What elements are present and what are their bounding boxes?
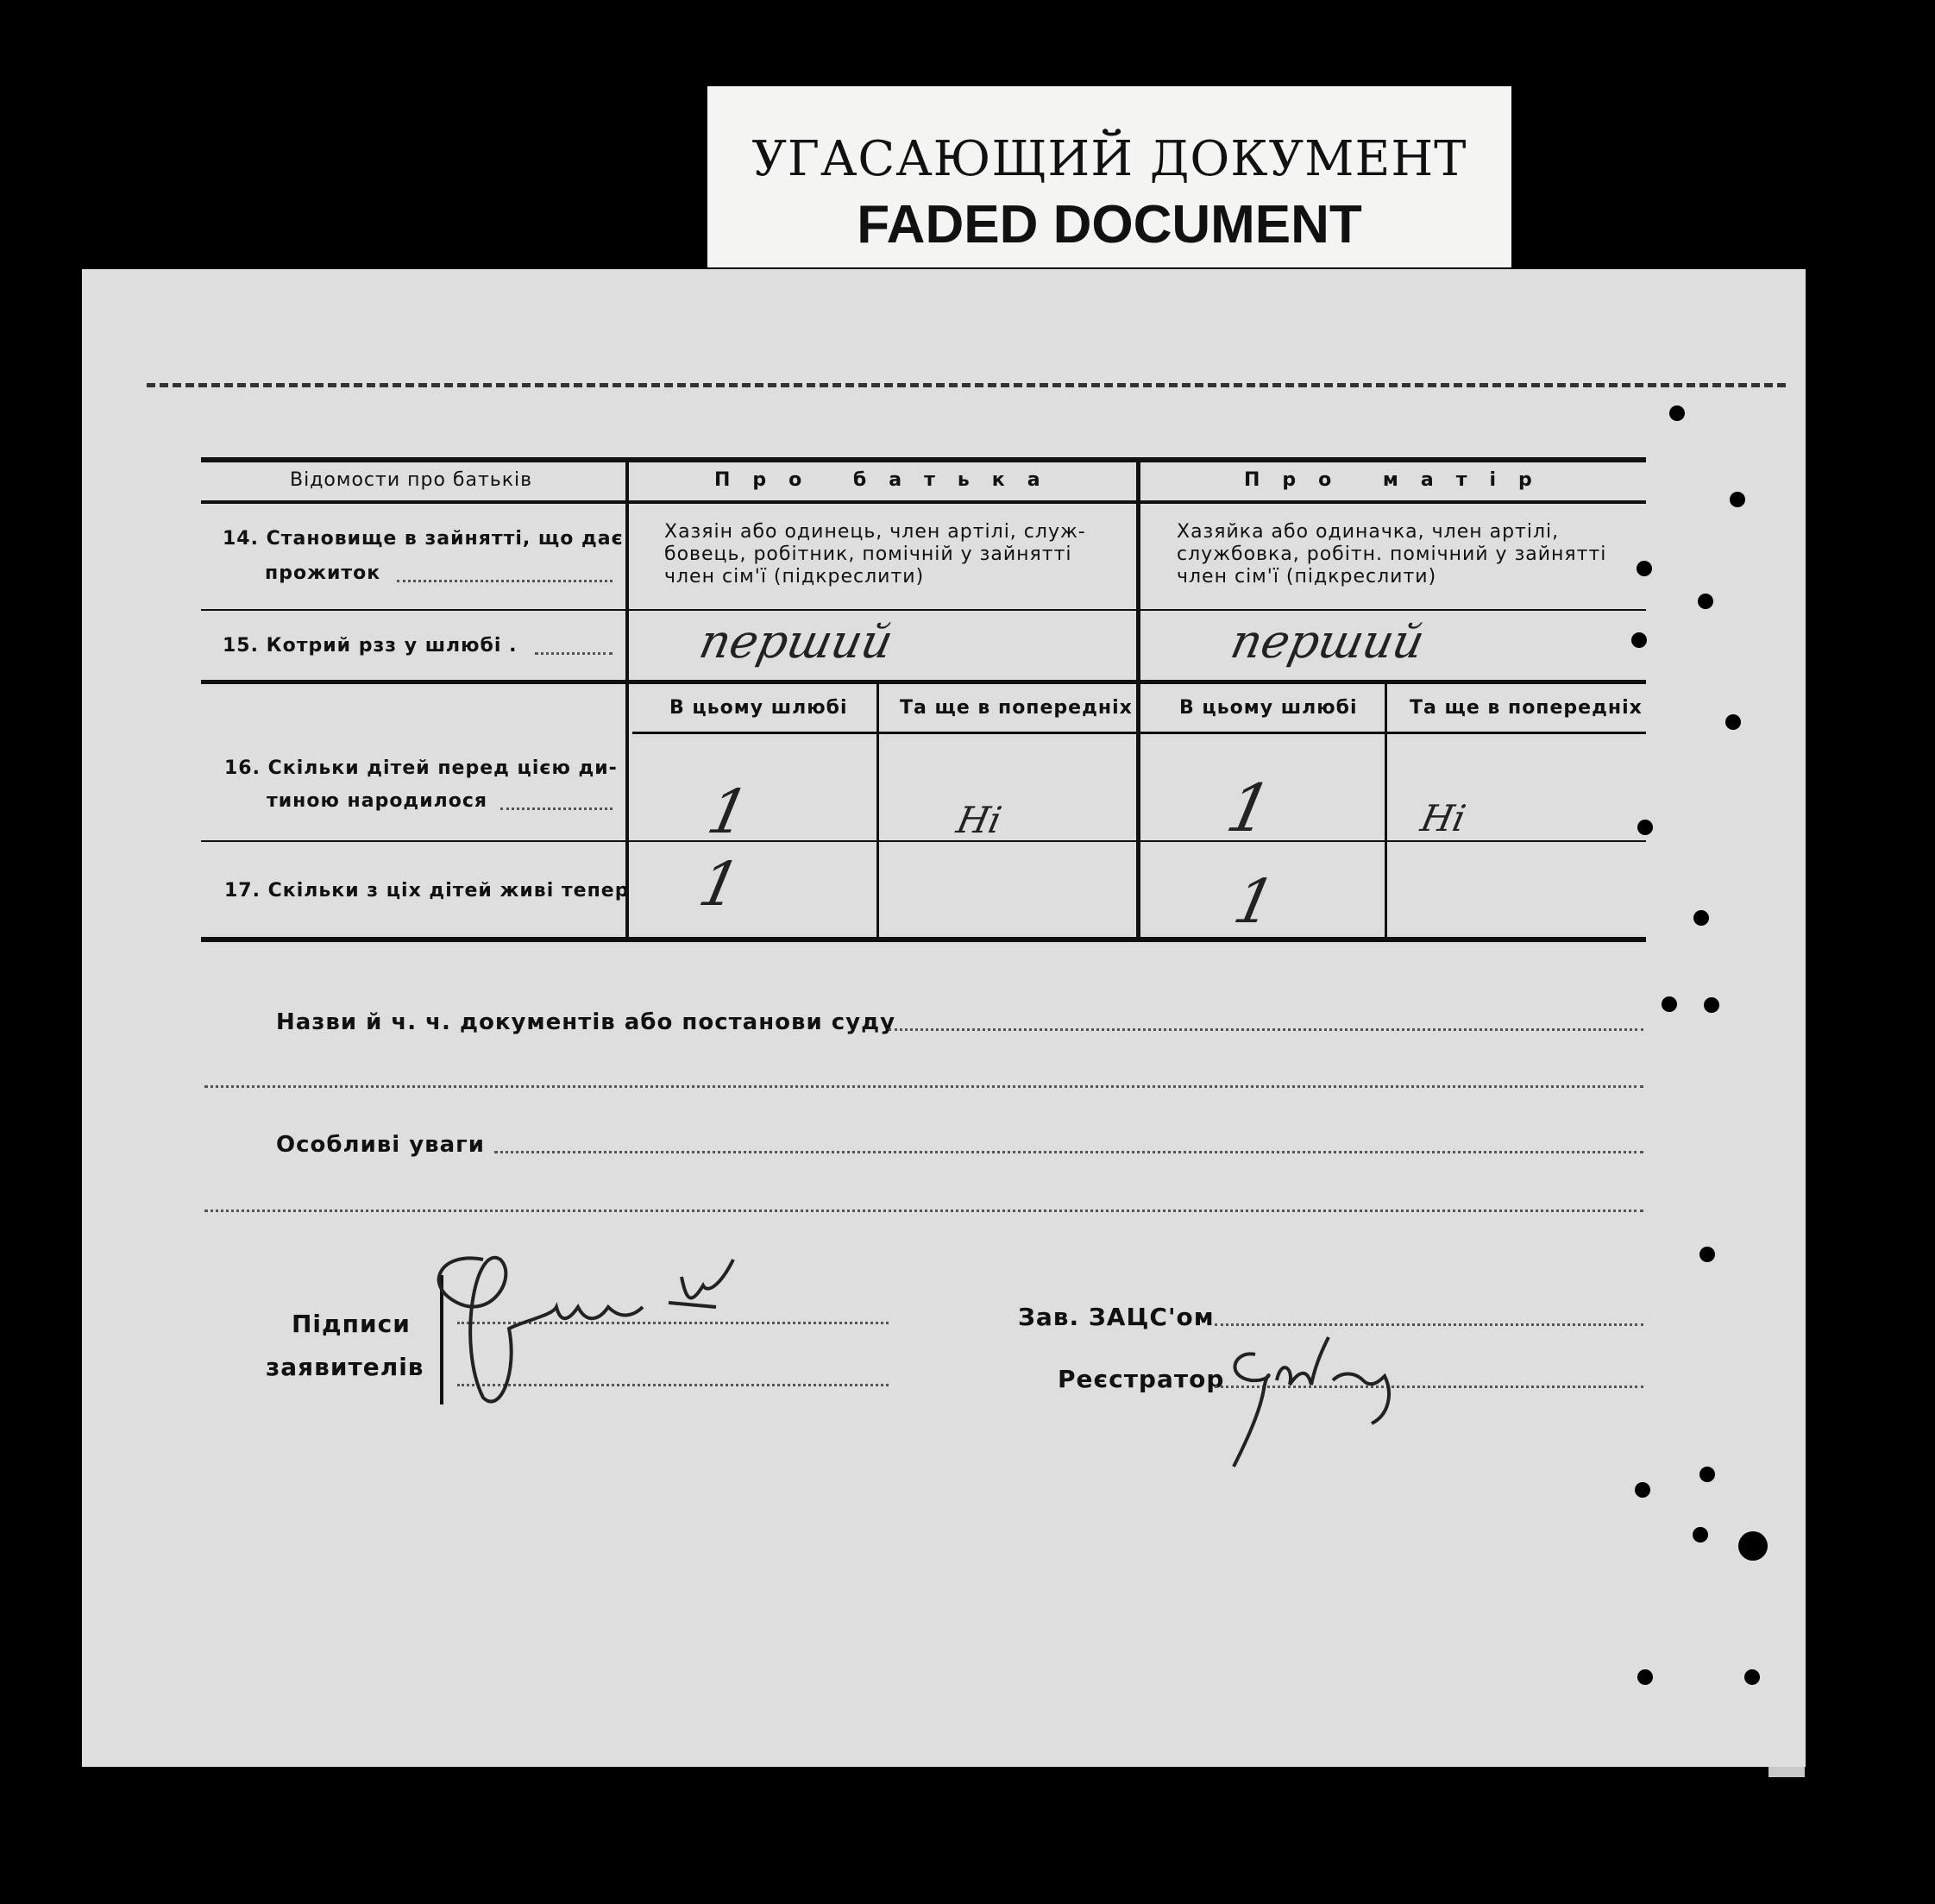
- documents-line-1: [889, 1028, 1643, 1031]
- tag-line-ru: УГАСАЮЩИЙ ДОКУМЕНТ: [751, 131, 1467, 187]
- head-of-registry-label: Зав. ЗАЦС'ом: [1018, 1303, 1215, 1331]
- table-bottom-rule: [201, 937, 1646, 942]
- header-about-mother: Про матір: [1244, 469, 1555, 491]
- registrar-label: Реєстратор: [1058, 1365, 1225, 1393]
- row15-leader: [535, 652, 613, 655]
- punch-hole: [1662, 996, 1677, 1012]
- row17-label: 17. Скільки з ціх дітей живі тепер: [224, 880, 630, 902]
- notes-line-2: [204, 1210, 1643, 1212]
- row16-label-cont: тиною народилося: [267, 790, 488, 812]
- tag-line-en: FADED DOCUMENT: [857, 195, 1362, 254]
- punch-hole: [1635, 1482, 1650, 1498]
- row14-mother-line1: Хазяйка або одиначка, член артілі,: [1177, 521, 1560, 543]
- notes-label: Особливі уваги: [276, 1132, 485, 1158]
- subheader-this-marriage-mother: В цьому шлюбі: [1179, 697, 1358, 719]
- punch-hole: [1730, 492, 1745, 507]
- row14-father-line3: член сім'ї (підкреслити): [664, 566, 925, 588]
- applicant-signature: [405, 1225, 889, 1423]
- subheader-previous-mother: Та ще в попередніх: [1410, 697, 1643, 719]
- punch-hole: [1693, 910, 1709, 926]
- punch-hole: [1744, 1669, 1760, 1685]
- punch-hole: [1631, 632, 1647, 648]
- row16-mother-this: 1: [1220, 770, 1278, 846]
- row14-father-line1: Хазяін або одинець, член артілі, служ-: [664, 521, 1086, 543]
- row14-mother-line2: службовка, робітн. помічний у зайнятті: [1177, 544, 1607, 565]
- punch-hole: [1699, 1247, 1715, 1262]
- table-header-rule: [201, 500, 1646, 504]
- row14-rule: [201, 609, 1646, 611]
- row14-mother-line3: член сім'ї (підкреслити): [1177, 566, 1437, 588]
- row15-mother-value: перший: [1226, 614, 1429, 669]
- row14-leader: [397, 580, 613, 582]
- row14-father-line2: бовець, робітник, помічній у зайнятті: [664, 544, 1072, 565]
- documents-line-2: [204, 1085, 1643, 1088]
- punch-hole: [1637, 1669, 1653, 1685]
- row14-label: 14. Становище в зайнятті, що дає: [223, 528, 624, 550]
- row16-father-this: 1: [701, 776, 756, 847]
- col-divider-4: [1385, 684, 1387, 939]
- punch-hole: [1637, 561, 1652, 576]
- row16-rule: [201, 840, 1646, 842]
- header-about-father: Про батька: [714, 469, 1063, 491]
- col-divider-2: [1136, 462, 1140, 939]
- documents-label: Назви й ч. ч. документів або постанови суду: [276, 1009, 896, 1035]
- faded-document-tag: [707, 86, 1511, 267]
- header-parents-info: Відомости про батьків: [290, 469, 533, 491]
- row16-label: 16. Скільки дітей перед цією ди-: [224, 757, 618, 779]
- col-divider-1: [625, 462, 629, 939]
- punch-hole: [1704, 997, 1719, 1013]
- table-top-rule: [201, 457, 1646, 462]
- punch-hole: [1693, 1527, 1708, 1543]
- registrar-signature: [1216, 1329, 1441, 1475]
- perforation-line: [147, 383, 1786, 387]
- row17-mother-this: 1: [1228, 866, 1282, 937]
- row15-rule: [201, 680, 1646, 684]
- row16-father-prev: Ні: [952, 799, 1006, 841]
- row15-label: 15. Котрий рзз у шлюбі .: [223, 635, 518, 657]
- signatures-label: Підписи: [292, 1310, 411, 1338]
- notes-line-1: [494, 1151, 1643, 1153]
- subheader-previous-father: Та ще в попередніх: [900, 697, 1133, 719]
- punch-hole: [1637, 820, 1653, 835]
- col-divider-3: [876, 684, 879, 939]
- punch-hole: [1725, 714, 1741, 730]
- row17-father-this: 1: [693, 849, 747, 920]
- row16-mother-prev: Ні: [1417, 797, 1470, 839]
- subheader-this-marriage-father: В цьому шлюбі: [669, 697, 848, 719]
- signatures-label-cont: заявителів: [266, 1353, 424, 1381]
- punch-hole: [1699, 1467, 1715, 1482]
- punch-hole: [1698, 594, 1713, 609]
- row14-label-cont: прожиток: [265, 562, 381, 584]
- punch-hole: [1669, 405, 1685, 421]
- punch-hole: [1738, 1531, 1768, 1561]
- row15-father-value: перший: [694, 614, 898, 669]
- row16-leader: [500, 807, 613, 810]
- head-line: [1215, 1323, 1643, 1326]
